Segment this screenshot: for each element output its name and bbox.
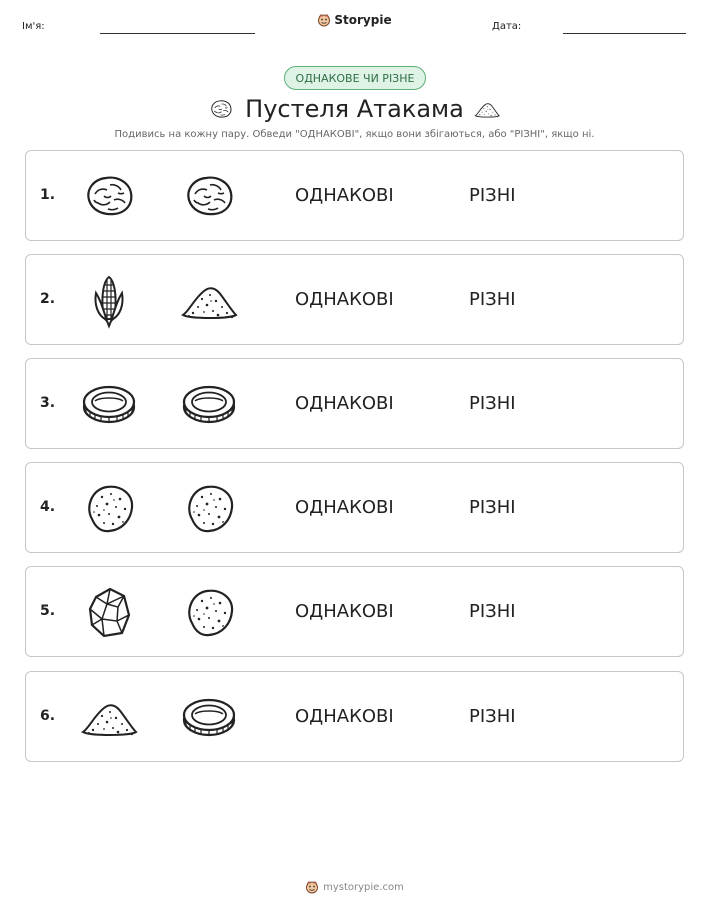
- row-number: 1.: [40, 187, 56, 203]
- same-option[interactable]: ОДНАКОВІ: [295, 706, 394, 727]
- title-row: [0, 92, 709, 126]
- round-rock-icon: [180, 167, 238, 225]
- same-option[interactable]: ОДНАКОВІ: [295, 393, 394, 414]
- name-field-line[interactable]: [100, 33, 255, 34]
- coin-icon: [180, 375, 238, 433]
- speckled-stone-icon: [180, 583, 238, 641]
- different-option[interactable]: РІЗНІ: [469, 393, 516, 414]
- worksheet-type-badge: ОДНАКОВЕ ЧИ РІЗНЕ: [284, 66, 426, 90]
- different-option[interactable]: РІЗНІ: [469, 185, 516, 206]
- row-number: 3.: [40, 395, 56, 411]
- pair-row-1: [25, 150, 684, 241]
- same-option[interactable]: ОДНАКОВІ: [295, 289, 394, 310]
- pair-row-4: [25, 462, 684, 553]
- crystal-icon: [80, 583, 138, 641]
- footer: [0, 880, 709, 897]
- round-rock-icon: [80, 167, 138, 225]
- same-option[interactable]: ОДНАКОВІ: [295, 185, 394, 206]
- footer-url[interactable]: mystorypie.com: [323, 882, 404, 893]
- sand-pile-icon: [180, 271, 238, 329]
- sand-pile-icon: [472, 96, 502, 126]
- same-option[interactable]: ОДНАКОВІ: [295, 601, 394, 622]
- name-label: Ім'я:: [22, 21, 45, 32]
- corn-icon: [80, 271, 138, 329]
- different-option[interactable]: РІЗНІ: [469, 706, 516, 727]
- different-option[interactable]: РІЗНІ: [469, 497, 516, 518]
- brand-header: [0, 13, 709, 30]
- different-option[interactable]: РІЗНІ: [469, 289, 516, 310]
- brand-name: Storypie: [334, 13, 392, 27]
- coin-icon: [180, 688, 238, 746]
- instructions: Подивись на кожну пару. Обведи "ОДНАКОВІ", якщо вони збігаються, або "РІЗНІ", якщо ні.: [114, 129, 595, 140]
- row-number: 5.: [40, 603, 56, 619]
- pair-row-2: [25, 254, 684, 345]
- date-field-line[interactable]: [563, 33, 686, 34]
- same-option[interactable]: ОДНАКОВІ: [295, 497, 394, 518]
- different-option[interactable]: РІЗНІ: [469, 601, 516, 622]
- pair-row-5: [25, 566, 684, 657]
- page-title: Пустеля Атакама: [245, 95, 464, 123]
- storypie-logo-icon: [305, 880, 319, 897]
- speckled-stone-icon: [80, 479, 138, 537]
- sand-pile-icon: [80, 688, 138, 746]
- coin-icon: [80, 375, 138, 433]
- storypie-logo-icon: [317, 13, 331, 30]
- pair-row-6: [25, 671, 684, 762]
- round-rock-icon: [208, 96, 234, 126]
- row-number: 2.: [40, 291, 56, 307]
- row-number: 6.: [40, 708, 56, 724]
- date-label: Дата:: [492, 21, 522, 32]
- row-number: 4.: [40, 499, 56, 515]
- speckled-stone-icon: [180, 479, 238, 537]
- pair-row-3: [25, 358, 684, 449]
